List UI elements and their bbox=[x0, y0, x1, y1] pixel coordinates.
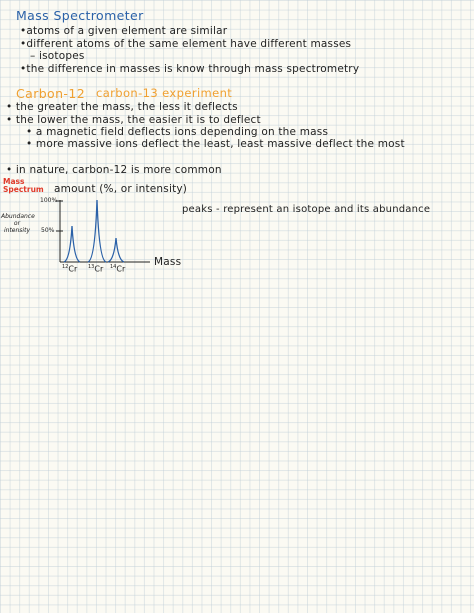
peak-14 bbox=[108, 238, 124, 262]
spectrum-y-title: amount (%, or intensity) bbox=[54, 183, 188, 195]
carbon-item-greater-mass: • the greater the mass, the less it deflects bbox=[6, 101, 238, 113]
tick-100: 100% bbox=[40, 197, 58, 204]
spectrum-y-axis-label: Abundance or intensity bbox=[1, 213, 35, 234]
tick-50: 50% bbox=[41, 227, 55, 234]
isotope-label-13: $^{13}$Cr bbox=[88, 264, 104, 274]
bullet-isotopes: – isotopes bbox=[30, 50, 85, 62]
carbon-13-heading: carbon-13 experiment bbox=[96, 86, 233, 100]
carbon-nature-note: • in nature, carbon-12 is more common bbox=[6, 164, 222, 176]
isotope-label-12: $^{12}$Cr bbox=[62, 264, 78, 274]
bullet-different-masses: •different atoms of the same element have different masses bbox=[20, 38, 352, 50]
carbon-12-heading: Carbon-12 bbox=[16, 86, 86, 101]
peak-13 bbox=[88, 200, 106, 262]
carbon-item-magnetic-field: • a magnetic field deflects ions depending on the mass bbox=[26, 126, 329, 138]
mass-spectrum-label: Mass Spectrum bbox=[3, 177, 44, 194]
isotope-label-14: $^{14}$Cr bbox=[110, 264, 126, 274]
peak-12 bbox=[64, 226, 80, 262]
page-title: Mass Spectrometer bbox=[16, 8, 144, 23]
carbon-item-massive-ions: • more massive ions deflect the least, least massive deflect the most bbox=[26, 138, 405, 150]
spectrum-x-label: Mass bbox=[154, 256, 182, 268]
carbon-item-lower-mass: • the lower the mass, the easier it is to deflect bbox=[6, 114, 261, 126]
peaks-annotation: peaks - represent an isotope and its abundance bbox=[182, 204, 431, 215]
bullet-mass-spectrometry: •the difference in masses is know through mass spectrometry bbox=[20, 63, 360, 75]
bullet-atoms-similar: •atoms of a given element are similar bbox=[20, 25, 228, 37]
